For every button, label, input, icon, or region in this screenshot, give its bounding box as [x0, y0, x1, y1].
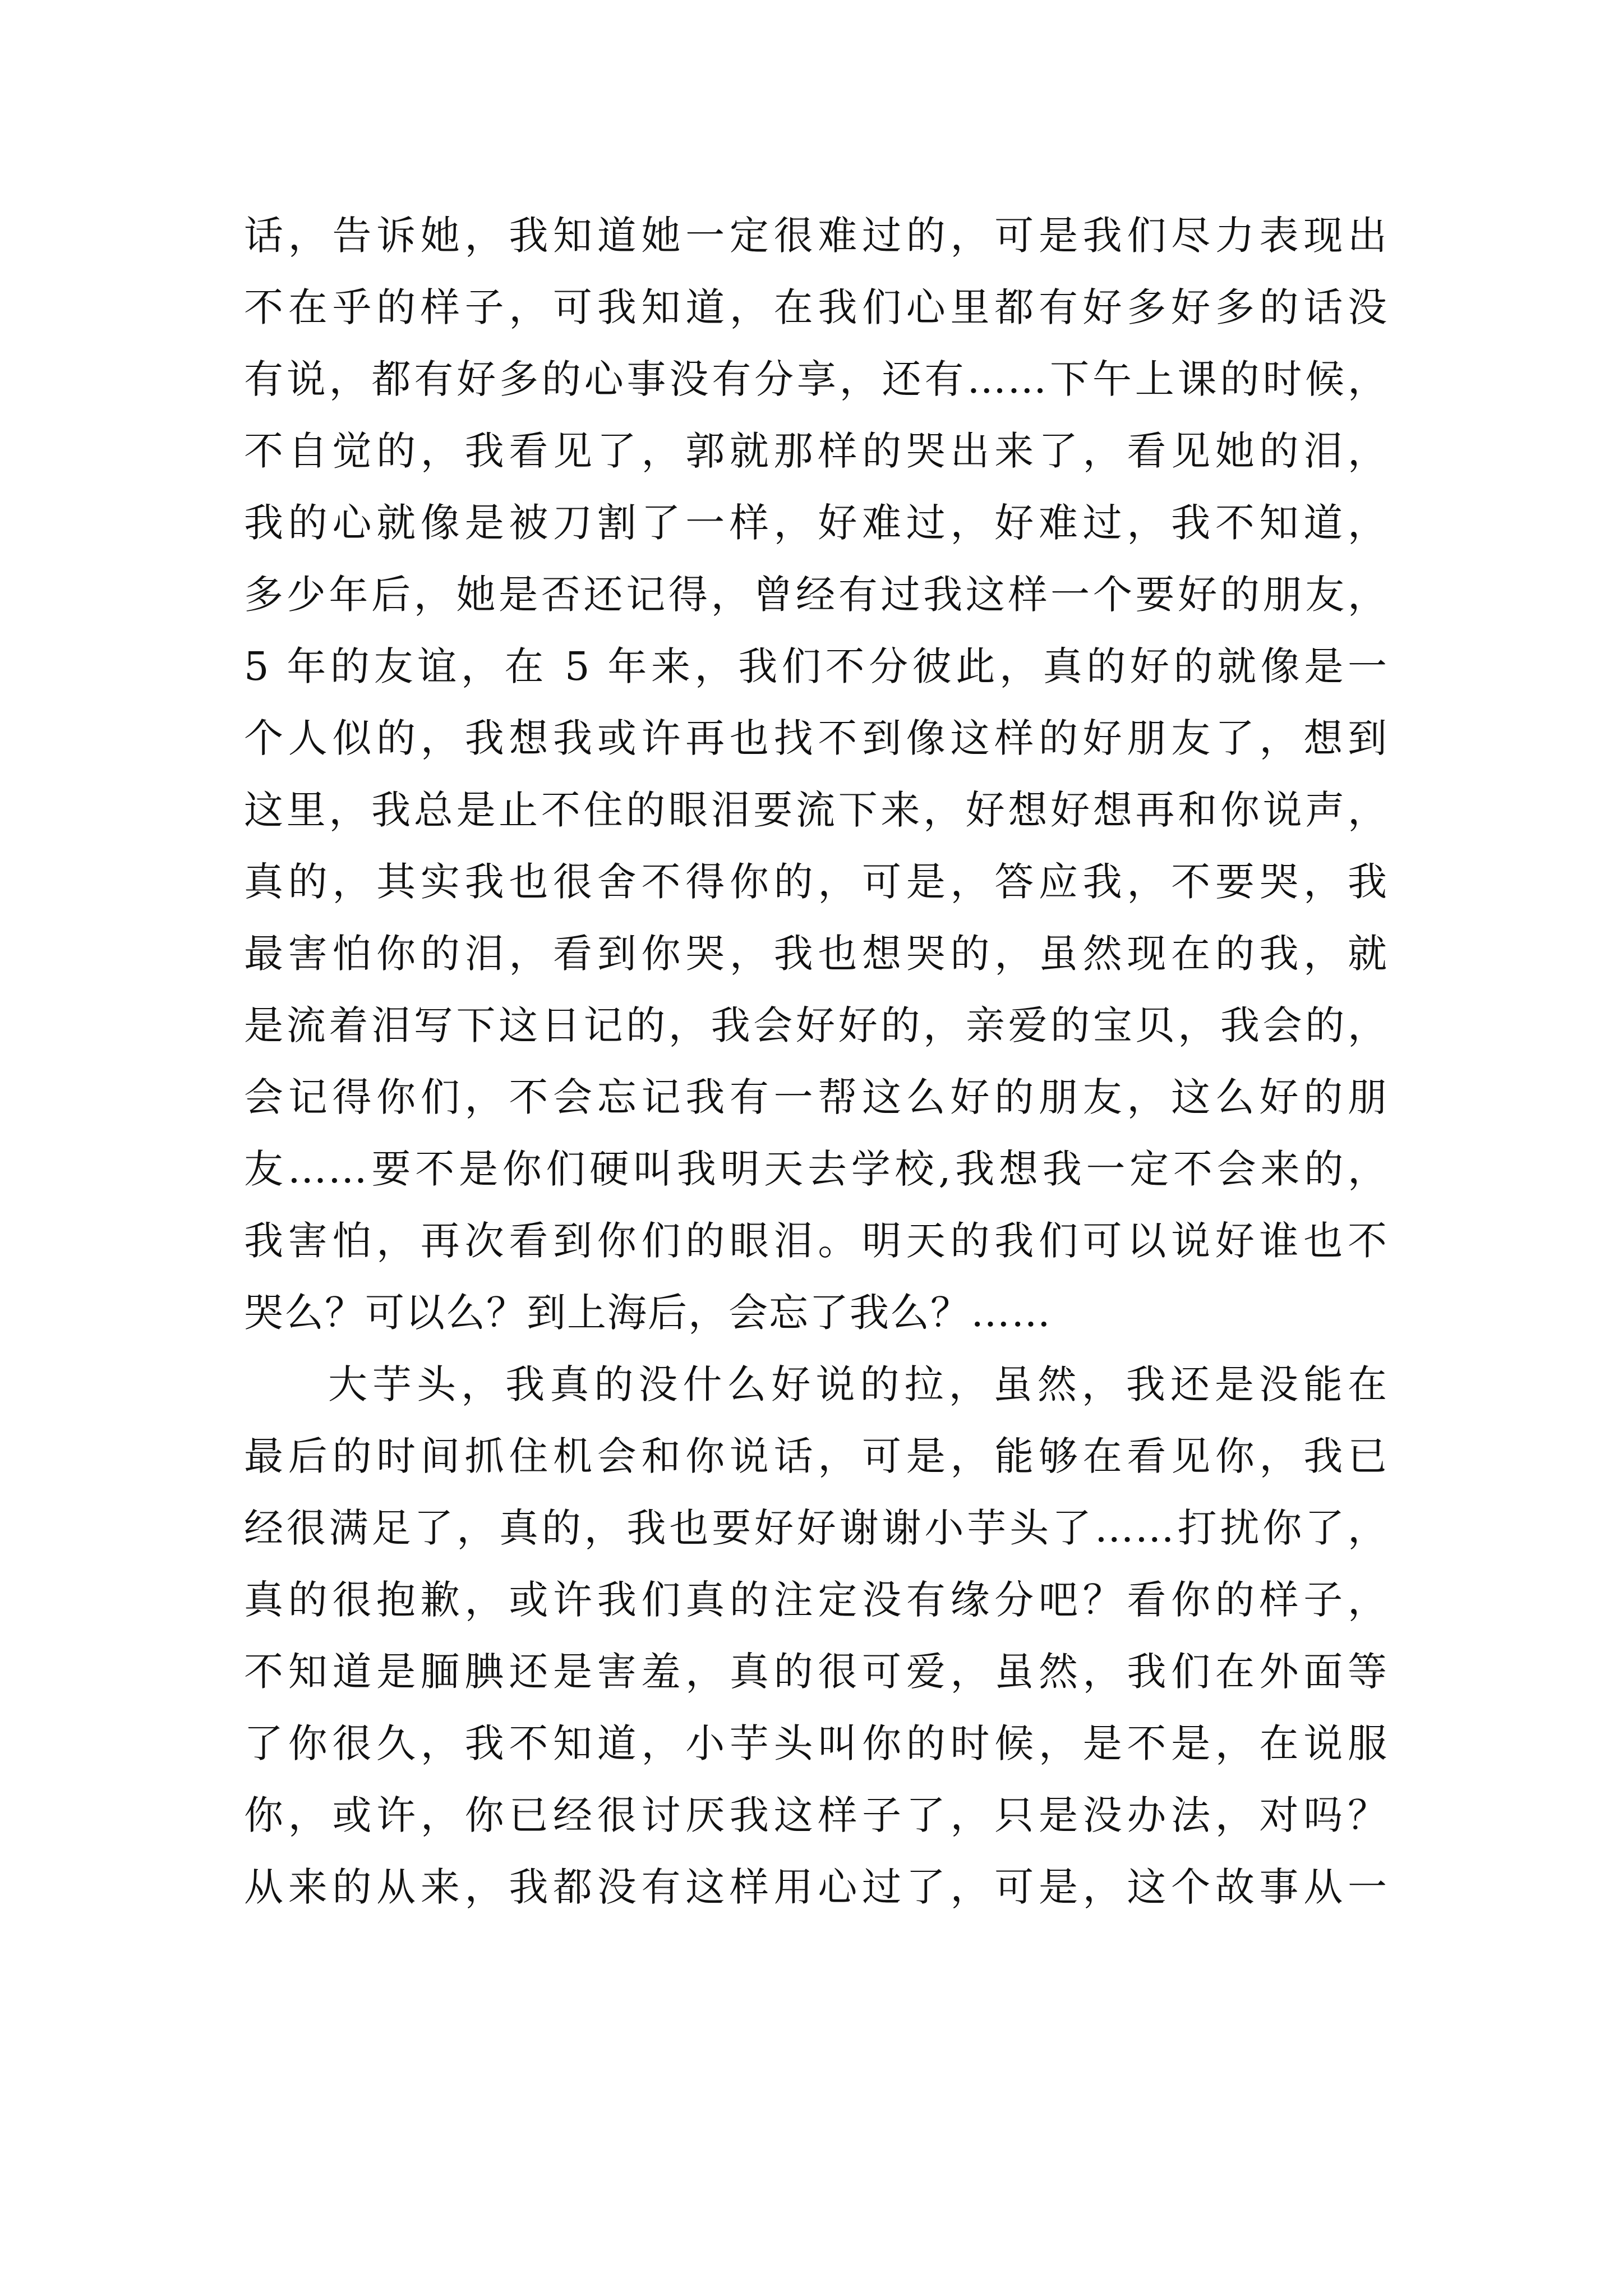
text-line: 是流着泪写下这日记的，我会好好的，亲爱的宝贝，我会的， — [244, 1002, 1388, 1048]
text-line: 真的很抱歉，或许我们真的注定没有缘分吧？看你的样子， — [244, 1577, 1388, 1623]
text-line: 个人似的，我想我或许再也找不到像这样的好朋友了，想到 — [244, 715, 1388, 761]
text-line: 不在乎的样子，可我知道，在我们心里都有好多好多的话没 — [244, 284, 1388, 330]
text-line: 这里，我总是止不住的眼泪要流下来，好想好想再和你说声， — [244, 787, 1388, 833]
text-line: 最害怕你的泪，看到你哭，我也想哭的，虽然现在的我，就 — [244, 931, 1388, 977]
text-line: 了你很久，我不知道，小芋头叫你的时候，是不是，在说服 — [244, 1720, 1388, 1766]
text-line: 会记得你们，不会忘记我有一帮这么好的朋友，这么好的朋 — [244, 1074, 1388, 1120]
body-text — [244, 200, 1388, 1923]
text-line: 5 年的友谊，在 5 年来，我们不分彼此，真的好的就像是一 — [244, 643, 1388, 689]
text-line: 多少年后，她是否还记得，曾经有过我这样一个要好的朋友， — [244, 572, 1388, 618]
text-line: 不自觉的，我看见了，郭就那样的哭出来了，看见她的泪， — [244, 428, 1388, 474]
text-line: 话，告诉她，我知道她一定很难过的，可是我们尽力表现出 — [244, 213, 1388, 259]
text-line: 我害怕，再次看到你们的眼泪。明天的我们可以说好谁也不 — [244, 1218, 1388, 1264]
text-line: 哭么？可以么？到上海后，会忘了我么？…… — [244, 1290, 1052, 1336]
text-line: 从来的从来，我都没有这样用心过了，可是，这个故事从一 — [244, 1864, 1388, 1910]
text-line: 你，或许，你已经很讨厌我这样子了，只是没办法，对吗？ — [244, 1792, 1388, 1838]
text-line: 我的心就像是被刀割了一样，好难过，好难过，我不知道， — [244, 500, 1388, 546]
text-line: 经很满足了，真的，我也要好好谢谢小芋头了……打扰你了， — [244, 1505, 1388, 1551]
text-line: 有说，都有好多的心事没有分享，还有……下午上课的时候， — [244, 356, 1388, 402]
text-line: 最后的时间抓住机会和你说话，可是，能够在看见你，我已 — [244, 1433, 1388, 1479]
paragraph-start-line: 大芋头，我真的没什么好说的拉，虽然，我还是没能在 — [328, 1361, 1388, 1407]
text-line: 友……要不是你们硬叫我明天去学校,我想我一定不会来的， — [244, 1146, 1388, 1192]
text-line: 真的，其实我也很舍不得你的，可是，答应我，不要哭，我 — [244, 859, 1388, 905]
text-line: 不知道是腼腆还是害羞，真的很可爱，虽然，我们在外面等 — [244, 1649, 1388, 1695]
